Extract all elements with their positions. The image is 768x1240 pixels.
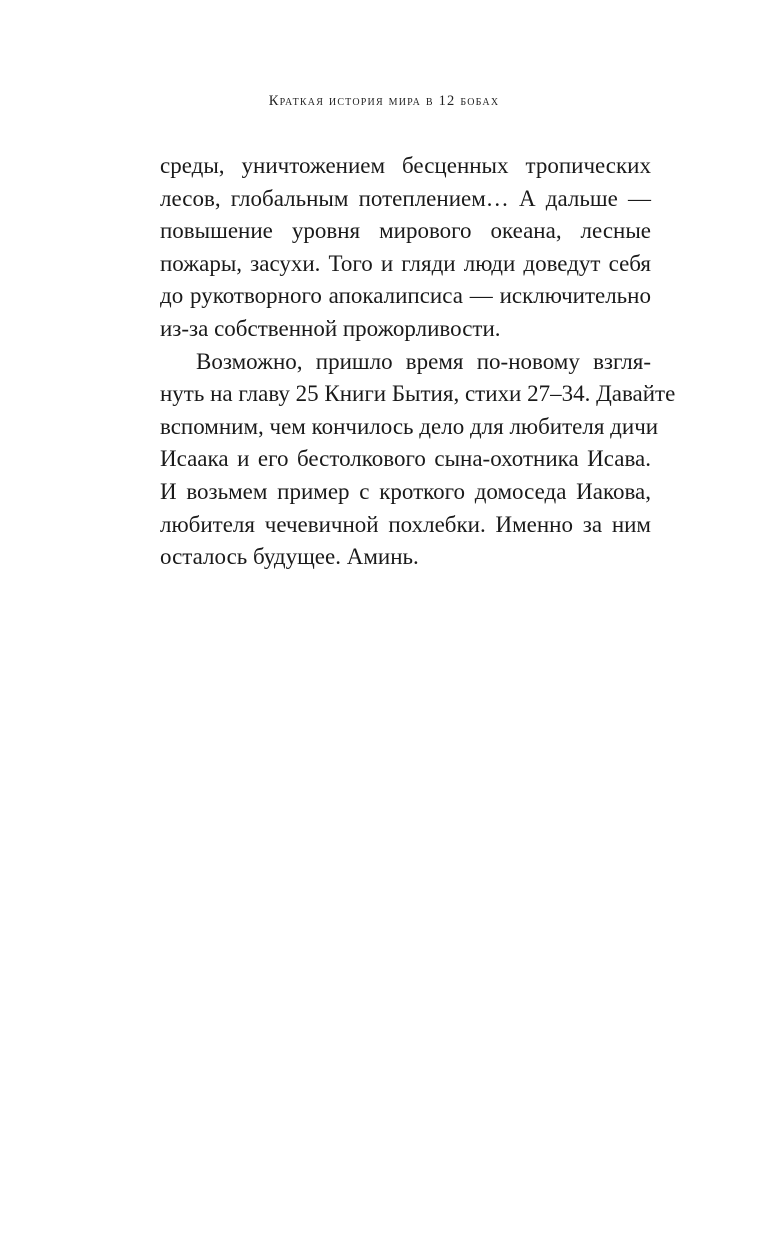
running-head: Краткая история мира в 12 бобах bbox=[268, 93, 500, 109]
text-line: повышение уровня мирового океана, лесные bbox=[160, 218, 651, 244]
text-line: нуть на главу 25 Книги Бытия, стихи 27–34. Давайте bbox=[160, 381, 676, 407]
text-line: среды, уничтожением бесценных тропических bbox=[160, 153, 651, 178]
text-line: пожары, засухи. Того и гляди люди доведут себя bbox=[160, 250, 651, 276]
text-line: вспомним, чем кончилось дело для любителя дичи bbox=[160, 413, 659, 439]
text-line: И возьмем пример с кроткого домоседа Иакова, bbox=[160, 478, 651, 504]
text-line: любителя чечевичной похлебки. Именно за ним bbox=[160, 511, 651, 537]
paragraph bbox=[160, 150, 651, 346]
paragraph bbox=[160, 346, 676, 574]
text-line: лесов, глобальным потеплением… А дальше — bbox=[160, 185, 651, 211]
body-text bbox=[160, 150, 676, 574]
text-line: Исаака и его бестолкового сына-охотника Исава. bbox=[160, 446, 651, 472]
text-line: Возможно, пришло время по-новому взгля- bbox=[196, 348, 651, 374]
text-line: до рукотворного апокалипсиса — исключительно bbox=[160, 283, 651, 309]
text-line: осталось будущее. Аминь. bbox=[160, 544, 419, 570]
text-line: из-за собственной прожорливости. bbox=[160, 315, 501, 341]
